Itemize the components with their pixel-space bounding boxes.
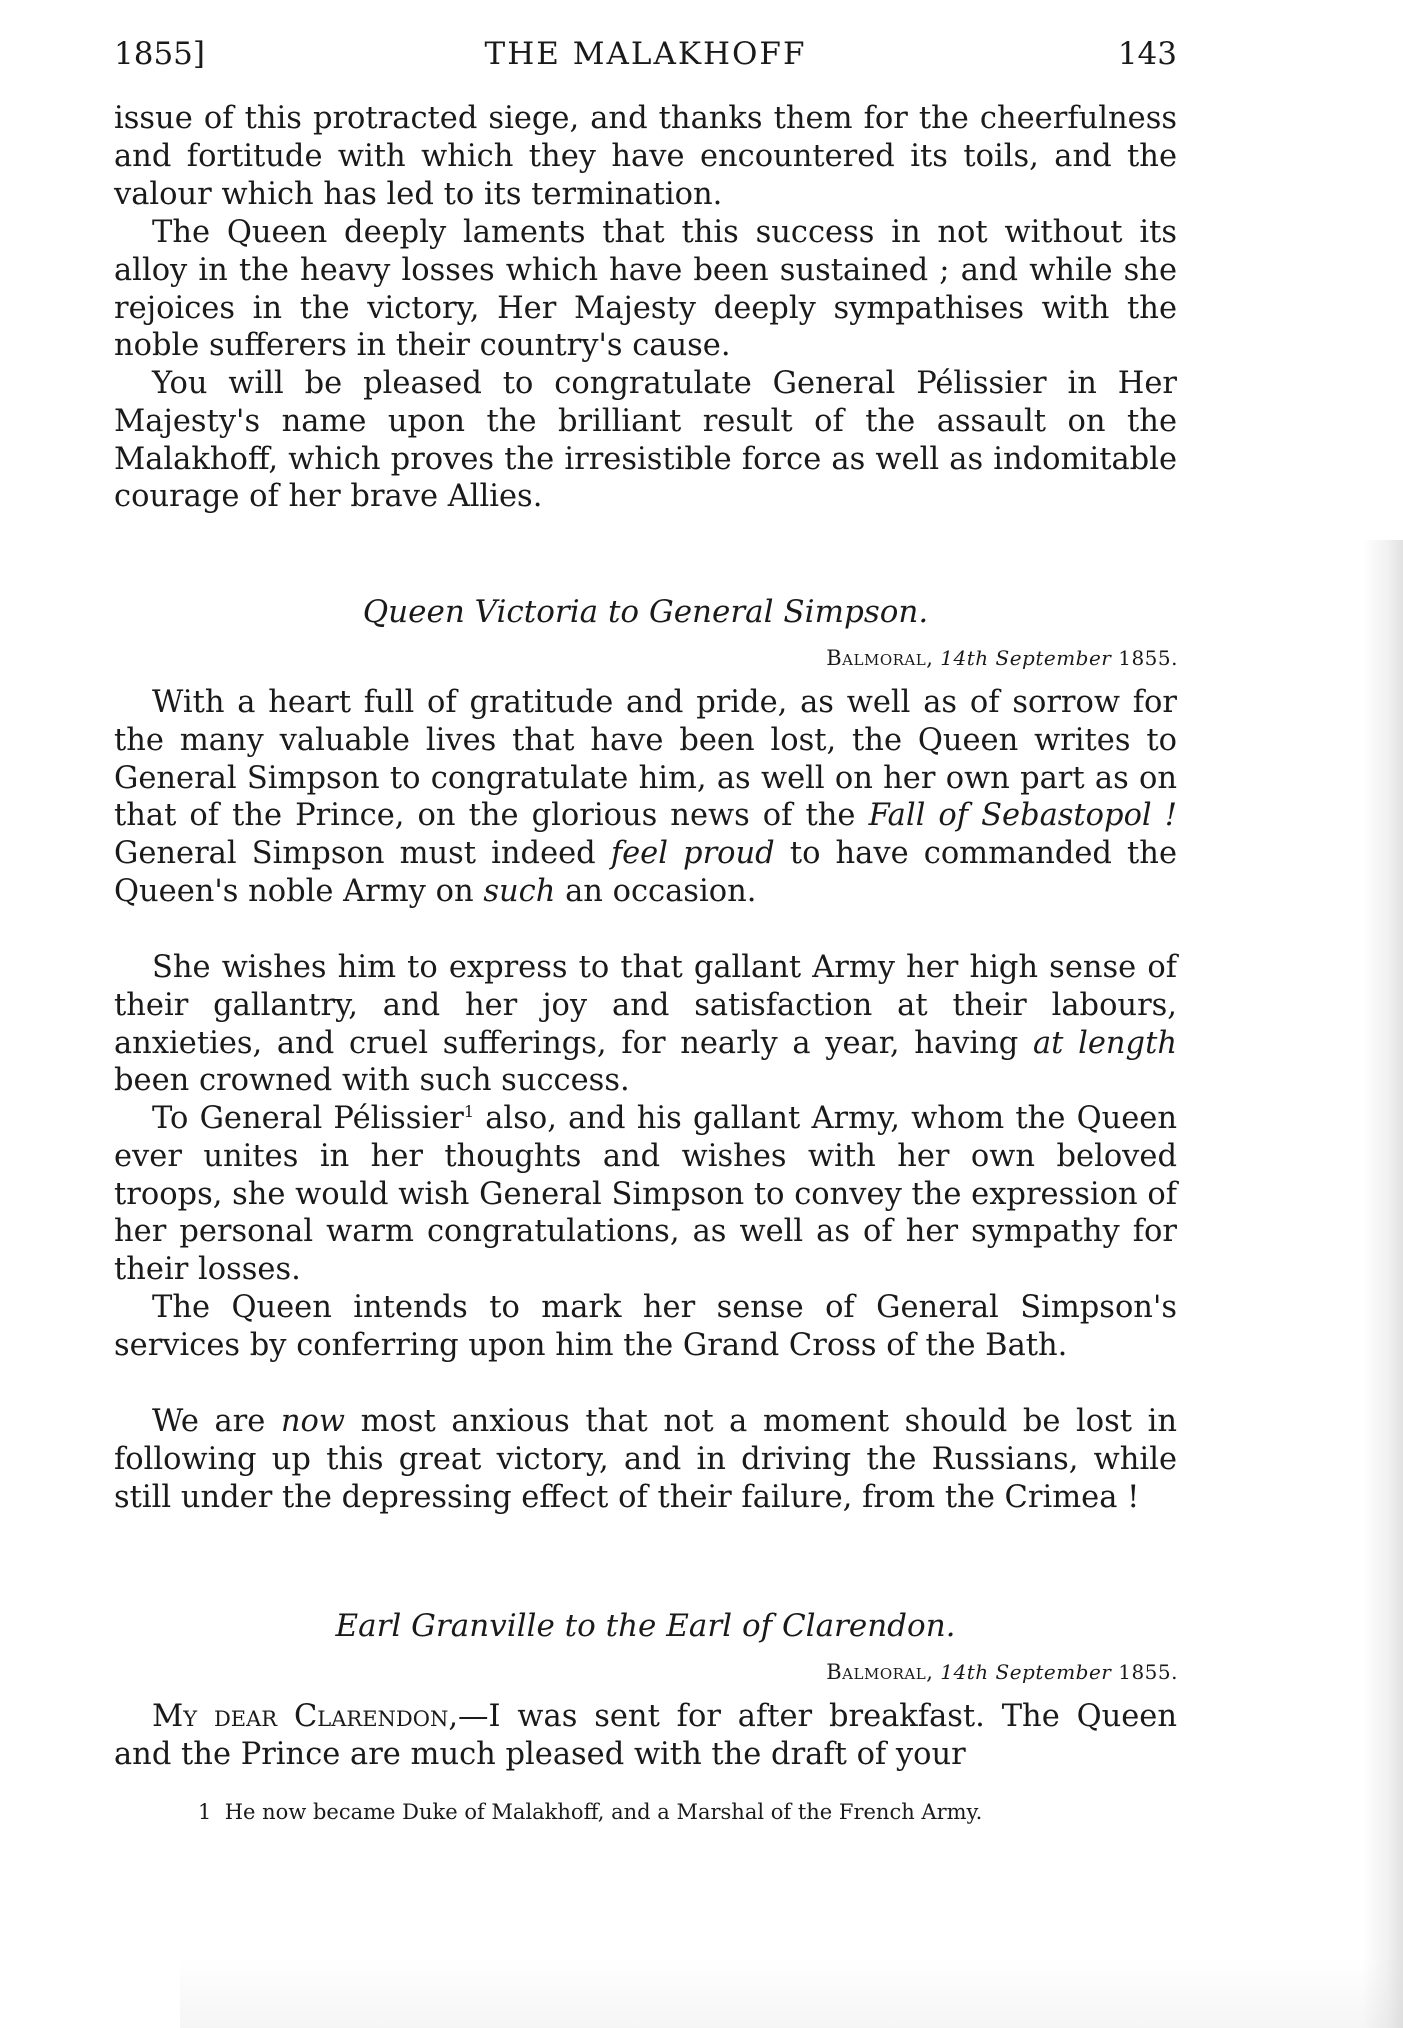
continuation-paragraph-3: You will be pleased to congratulate General Pélissier in Her Majesty's name upon the brilliant result of the assault on the Malakhoff, which proves the irresistible force as well as indomitable courage of her brave Allies. <box>114 366 1177 515</box>
dateline-simpson <box>826 646 1178 670</box>
dateline-clarendon <box>826 1660 1178 1684</box>
continuation-paragraph-1: issue of this protracted siege, and thanks them for the cheerfulness and fortitude with which they have encountered its toils, and the valour which has led to its termination. <box>114 101 1177 212</box>
emphasis-feel-proud: feel proud <box>610 836 775 872</box>
simpson-paragraph-4: The Queen intends to mark her sense of General Simpson's services by conferring upon him the Grand Cross of the Bath. <box>114 1290 1177 1363</box>
header-year: 1855] <box>114 36 205 72</box>
dateline-place: Balmoral, <box>826 646 934 670</box>
simpson-paragraph-2 <box>114 949 1177 1100</box>
footnote-number: 1 <box>198 1800 212 1824</box>
footnote-text: He now became Duke of Malakhoff, and a Marshal of the French Army. <box>224 1800 983 1824</box>
emphasis-fall-of-sebastopol: Fall of Sebastopol ! <box>868 798 1178 834</box>
dateline-year: 1855. <box>1118 1660 1178 1684</box>
text-run: To General Pélissier <box>152 1101 464 1136</box>
text-run: to have commanded the Queen's noble Army on <box>114 836 1178 909</box>
text-run: been crowned with such success. <box>114 1063 630 1099</box>
footnote-reference: 1 <box>463 1101 475 1121</box>
simpson-paragraph-5 <box>114 1403 1177 1516</box>
letter-heading-clarendon: Earl Granville to the Earl of Clarendon. <box>335 1608 956 1644</box>
dateline-place: Balmoral, <box>826 1660 934 1684</box>
text-run: an occasion. <box>565 873 757 909</box>
text-run: With a heart full of gratitude and pride, as well as of sorrow for the many valuable lives that have been lost, the Queen writes to General Simpson to congratulate him, as well on her own part as on that of the Prince, on the glorious news of the <box>114 685 1177 834</box>
emphasis-at-length: at length <box>1032 1025 1177 1061</box>
text-run: General Simpson must indeed <box>114 836 596 872</box>
text-run: We are <box>152 1404 266 1439</box>
dateline-day: 14th September <box>940 1660 1112 1684</box>
salutation: My dear Clarendon, <box>152 1699 459 1734</box>
dateline-year: 1855. <box>1118 646 1178 670</box>
simpson-paragraph-1 <box>114 684 1177 911</box>
running-header <box>114 36 1177 76</box>
text-run: most anxious that not a moment should be lost in following up this great victory, and in driving the Russians, while still under the depressing effect of their failure, from the Crimea ! <box>114 1404 1178 1515</box>
clarendon-paragraph-1 <box>114 1698 1177 1774</box>
text-run: She wishes him to express to that gallant Army her high sense of their gallantry, and her joy and satisfaction at their labours, anxieties, and cruel sufferings, for nearly a year, having <box>114 950 1177 1061</box>
emphasis-such: such <box>483 873 556 909</box>
simpson-paragraph-3 <box>114 1100 1177 1289</box>
continuation-paragraph-2: The Queen deeply laments that this success in not without its alloy in the heavy losses which have been sustained ; and while she rejoices in the victory, Her Majesty deeply sympathises with the noble sufferers in their country's cause. <box>114 215 1177 364</box>
dateline-day: 14th September <box>940 646 1112 670</box>
text-run: —I was sent for after breakfast. The Queen and the Prince are much pleased with the draft of your <box>114 1699 1177 1772</box>
scan-edge-shadow <box>1363 540 1403 2028</box>
page-number: 143 <box>1117 36 1177 72</box>
header-title: THE MALAKHOFF <box>484 36 807 72</box>
scan-bottom-shadow <box>180 1958 1403 2028</box>
text-run: also, and his gallant Army, whom the Queen ever unites in her thoughts and wishes with her own beloved troops, she would wish General Simpson to convey the expression of her personal warm congratulations, as well as of her sympathy for their losses. <box>114 1101 1177 1288</box>
footnote <box>198 1800 1148 1824</box>
emphasis-now: now <box>280 1404 346 1439</box>
letter-heading-simpson: Queen Victoria to General Simpson. <box>362 594 929 630</box>
